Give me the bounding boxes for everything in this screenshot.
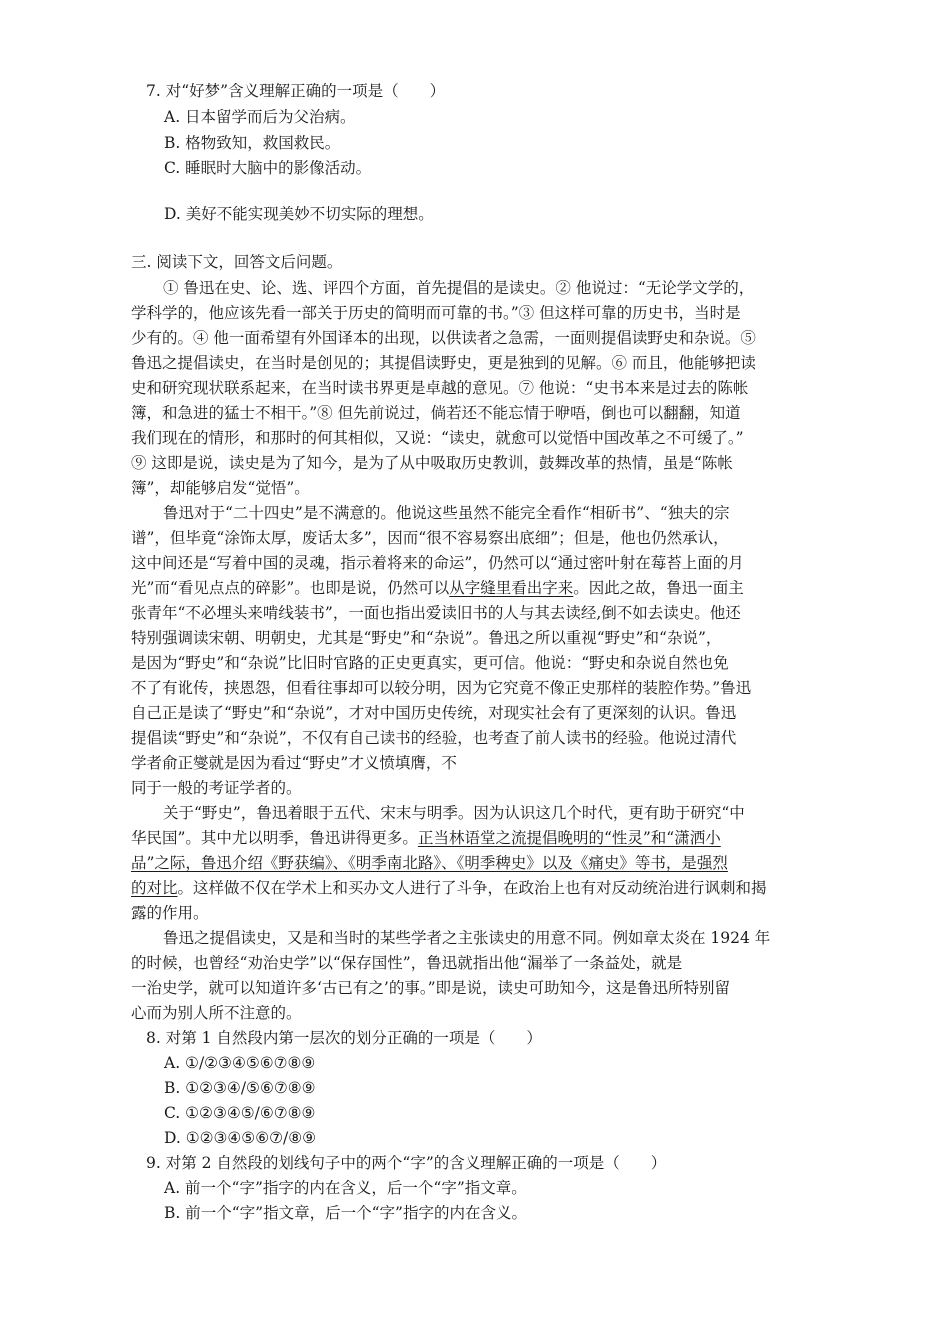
p1-line-4: 鲁迅之提倡读史，在当时是创见的；其提倡读野史，更是独到的见解。⑥ 而且，他能够把读 [131,354,756,372]
p1-line-2: 学科学的，他应该先看一部关于历史的简明而可靠的书。”③ 但这样可靠的历史书，当时是 [131,304,741,322]
q8-option-a: A. ①/②③④⑤⑥⑦⑧⑨ [164,1054,316,1072]
p3-underlined-sentence-part-1: 正当林语堂之流提倡晚明的“性灵”和“潇洒小 [417,829,721,847]
p2-line-4 [131,577,744,599]
p4-line-1: 鲁迅之提倡读史，又是和当时的某些学者之主张读史的用意不同。例如章太炎在 1924 年 [163,929,771,947]
p1-line-5: 史和研究现状联系起来，在当时读书界更是卓越的意见。⑦ 他说：“史书本来是过去的陈帐 [131,379,749,397]
q7-option-c: C. 睡眠时大脑中的影像活动。 [164,159,372,177]
p3-line-2 [131,827,721,849]
section3-heading: 三. 阅读下文，回答文后问题。 [131,253,343,271]
p3-underlined-sentence-part-2: 品”之际，鲁迅介绍《野获编》、《明季南北路》、《明季稗史》以及《痛史》等书，是强烈 [131,854,728,872]
p1-line-8: ⑨ 这即是说，读史是为了知今，是为了从中吸取历史教训，鼓舞改革的热情，虽是“陈帐 [131,454,733,472]
q8-option-d: D. ①②③④⑤⑥⑦/⑧⑨ [164,1129,317,1147]
p2-line-6: 特别强调读宋朝、明朝史，尤其是“野史”和“杂说”。鲁迅之所以重视“野史”和“杂说”， [131,629,722,647]
p1-line-7: 我们现在的情形，和那时的何其相似，又说：“读史，就愈可以觉悟中国改革之不可缓了。” [131,429,744,447]
p1-line-1: ① 鲁迅在史、论、选、评四个方面，首先提倡的是读史。② 他说过：“无论学文学的， [163,279,755,297]
p2-line-10: 提倡读“野史”和“杂说”，不仅有自己读书的经验，也考查了前人读书的经验。他说过清代 [131,729,737,747]
p2-line-4-pre: 光”而“看见点点的碎影”。也即是说，仍然可以 [131,579,450,597]
p2-line-9: 自己正是读了“野史”和“杂说”，才对中国历史传统，对现实社会有了更深刻的认识。鲁迅 [131,704,737,722]
q7-stem: 7. 对“好梦”含义理解正确的一项是（ ） [146,82,446,100]
p3-line-2-pre: 华民国”。其中尤以明季，鲁迅讲得更多。 [131,829,418,847]
q7-option-d: D. 美好不能实现美妙不切实际的理想。 [164,205,434,223]
p4-line-3: 一治史学，就可以知道许多‘古已有之’的事。”即是说，读史可助知今，这是鲁迅所特别留 [131,979,731,997]
p2-line-12: 同于一般的考证学者的。 [131,779,302,797]
p2-line-1: 鲁迅对于“二十四史”是不满意的。他说这些虽然不能完全看作“相斫书”、“独夫的宗 [163,504,730,522]
p1-line-9: 簿”，却能够启发“觉悟”。 [131,479,310,497]
q9-option-b: B. 前一个“字”指文章，后一个“字”指字的内在含义。 [164,1204,527,1222]
p2-underlined-phrase: 从字缝里看出字来 [449,579,574,597]
p2-line-11: 学者俞正燮就是因为看过“野史”才义愤填膺，不 [131,754,457,772]
p2-line-5: 张青年“不必埋头来啃线装书”，一面也指出爱读旧书的人与其去读经,倒不如去读史。他还 [131,604,741,622]
p3-line-5: 露的作用。 [131,904,209,922]
p3-line-1: 关于“野史”，鲁迅着眼于五代、宋末与明季。因为认识这几个时代，更有助于研究“中 [163,804,745,822]
p4-line-2: 的时候，也曾经“劝治史学”以“保存国性”，鲁迅就指出他“漏举了一条益处，就是 [131,954,683,972]
q7-option-a: A. 日本留学而后为父治病。 [164,108,356,126]
p1-line-6: 簿，和急进的猛士不相干。”⑧ 但先前说过，倘若还不能忘情于咿唔，倒也可以翻翻，知道 [131,404,741,422]
p3-line-4-post: 。这样做不仅在学术上和买办文人进行了斗争，在政治上也有对反动统治进行讽刺和揭 [177,879,767,897]
p2-line-2: 谱”，但毕竟“涂饰太厚，废话太多”，因而“很不容易察出底细”；但是，他也仍然承认， [131,529,729,547]
p2-line-4-post: 。因此之故，鲁迅一面主 [573,579,744,597]
p1-line-3: 少有的。④ 他一面希望有外国译本的出现，以供读者之急需，一面则提倡读野史和杂说。⑤ [131,329,756,347]
p2-line-3: 这中间还是“写着中国的灵魂，指示着将来的命运”，仍然可以“通过密叶射在莓苔上面的月 [131,554,744,572]
q8-option-b: B. ①②③④/⑤⑥⑦⑧⑨ [164,1079,316,1097]
p3-underlined-sentence-part-3: 的对比 [131,879,178,897]
p3-line-4 [131,877,767,899]
q7-option-b: B. 格物致知，救国救民。 [164,134,341,152]
p2-line-7: 是因为“野史”和“杂说”比旧时官路的正史更真实，更可信。他说：“野史和杂说自然也免 [131,654,729,672]
q9-stem: 9. 对第 2 自然段的划线句子中的两个“字”的含义理解正确的一项是（ ） [146,1154,667,1172]
q8-option-c: C. ①②③④⑤/⑥⑦⑧⑨ [164,1104,316,1122]
p4-line-4: 心而为别人所不注意的。 [131,1004,302,1022]
p3-line-3 [131,852,728,874]
p2-line-8: 不了有讹传，挟恩怨，但看往事却可以较分明，因为它究竟不像正史那样的装腔作势。”鲁迅 [131,679,752,697]
q8-stem: 8. 对第 1 自然段内第一层次的划分正确的一项是（ ） [146,1029,542,1047]
q9-option-a: A. 前一个“字”指字的内在含义，后一个“字”指文章。 [164,1179,527,1197]
